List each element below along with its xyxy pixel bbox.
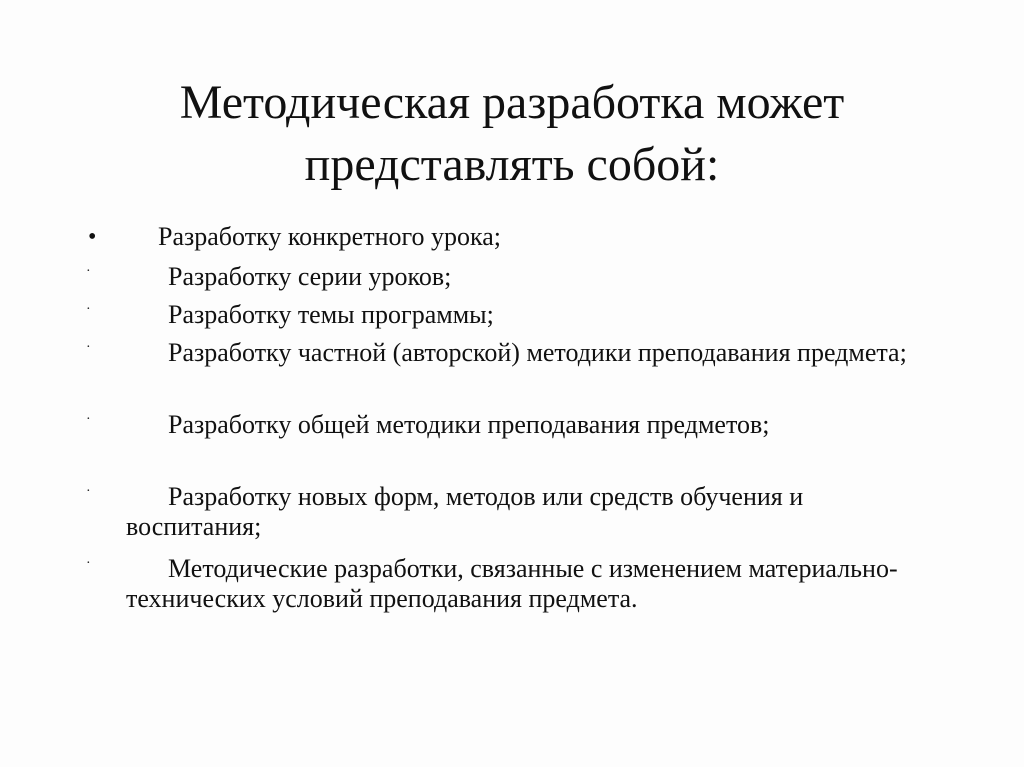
list-item xyxy=(84,338,964,410)
bullet-marker: • xyxy=(88,224,97,250)
bullet-marker: · xyxy=(86,484,91,499)
list-item-text: Разработку серии уроков; xyxy=(168,262,452,291)
bullet-marker: · xyxy=(86,340,91,355)
list-item-text: Разработку темы программы; xyxy=(168,300,494,329)
list-item-text: Разработку новых форм, методов или средств обучения и воспитания; xyxy=(126,482,804,541)
bullet-marker: · xyxy=(86,556,91,571)
list-item xyxy=(84,222,964,262)
list-item-text: Разработку общей методики преподавания предметов; xyxy=(168,410,770,439)
list-item xyxy=(84,482,964,554)
list-item-text: Разработку конкретного урока; xyxy=(158,222,502,251)
list-item-text: Методические разработки, связанные с изменением материально-технических условий преподавания предмета. xyxy=(126,554,898,613)
title-line-1: Методическая разработка может xyxy=(179,76,845,129)
list-item xyxy=(84,410,964,482)
list-item xyxy=(84,262,964,300)
bullet-marker: · xyxy=(86,302,91,317)
title-line-2: представлять собой: xyxy=(304,138,720,191)
slide-title xyxy=(60,72,964,196)
bullet-marker: · xyxy=(86,412,91,427)
bullet-marker: · xyxy=(86,264,91,279)
list-item xyxy=(84,300,964,338)
list-item-text: Разработку частной (авторской) методики преподавания предмета; xyxy=(168,338,907,367)
list-item xyxy=(84,554,964,654)
bullet-list xyxy=(84,222,964,654)
